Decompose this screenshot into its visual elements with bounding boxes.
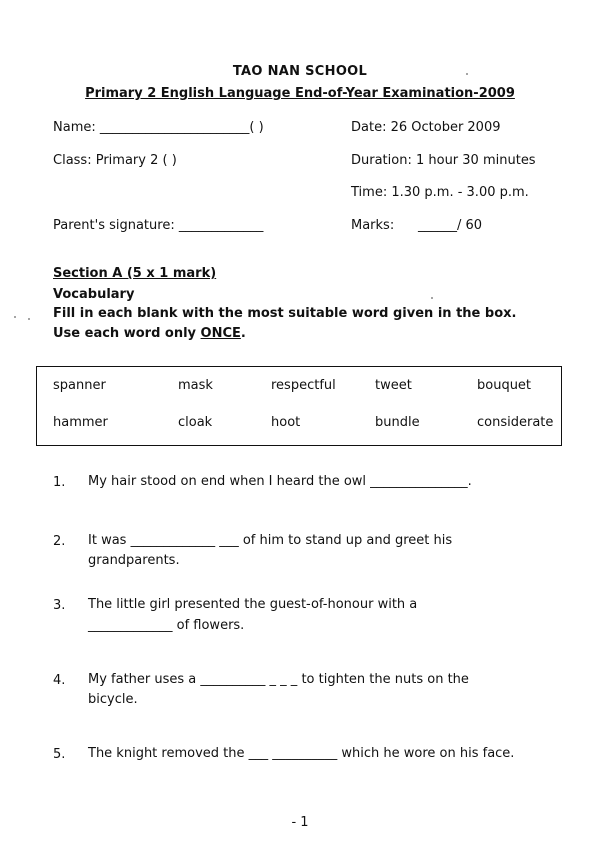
word-option: respectful — [271, 378, 336, 393]
page-number: - 1 — [291, 815, 309, 830]
question-text-continued: bicycle. — [88, 692, 138, 707]
school-name: TAO NAN SCHOOL — [232, 64, 368, 79]
scan-speck — [14, 316, 16, 318]
question-number: 3. — [53, 598, 66, 613]
word-option: spanner — [53, 378, 106, 393]
question-number: 4. — [53, 673, 66, 688]
section-subtitle: Vocabulary — [53, 287, 135, 302]
word-option: bundle — [375, 415, 420, 430]
scan-speck — [431, 297, 433, 299]
word-option: cloak — [178, 415, 213, 430]
instruction-line-2 — [53, 326, 246, 341]
question-text: My father uses a __________ _ _ _ to tighten the nuts on the — [88, 672, 469, 687]
word-option: hammer — [53, 415, 108, 430]
parent-signature-field: Parent's signature: _____________ — [53, 218, 264, 233]
exam-date: Date: 26 October 2009 — [351, 120, 501, 135]
marks-label: Marks: — [351, 218, 395, 233]
scan-speck — [466, 73, 468, 75]
question-number: 5. — [53, 747, 66, 762]
question-text: The little girl presented the guest-of-honour with a — [88, 597, 418, 612]
instruction-suffix: . — [240, 326, 246, 341]
word-box — [36, 366, 562, 446]
question-text: The knight removed the ___ __________ which he wore on his face. — [88, 746, 515, 761]
question-number: 2. — [53, 534, 66, 549]
scan-speck — [28, 318, 30, 320]
question-text-continued: _____________ of flowers. — [88, 618, 245, 633]
instruction-line-1: Fill in each blank with the most suitable word given in the box. — [53, 306, 517, 321]
exam-title: Primary 2 English Language End-of-Year Examination-2009 — [85, 86, 515, 101]
word-option: tweet — [375, 378, 412, 393]
section-title: Section A (5 x 1 mark) — [53, 266, 217, 281]
question-text: It was _____________ ___ of him to stand up and greet his — [88, 533, 453, 548]
exam-duration: Duration: 1 hour 30 minutes — [351, 153, 536, 168]
word-option: mask — [178, 378, 213, 393]
class-field: Class: Primary 2 ( ) — [53, 153, 177, 168]
instruction-prefix: Use each word only — [53, 326, 201, 341]
exam-time: Time: 1.30 p.m. - 3.00 p.m. — [351, 185, 529, 200]
name-field: Name: _______________________( ) — [53, 120, 264, 135]
word-option: bouquet — [477, 378, 532, 393]
word-option: hoot — [271, 415, 301, 430]
question-text-continued: grandparents. — [88, 553, 180, 568]
instruction-emphasis: ONCE — [200, 326, 241, 341]
question-text: My hair stood on end when I heard the owl _______________. — [88, 474, 472, 489]
marks-value: ______/ 60 — [418, 218, 483, 233]
word-option: considerate — [477, 415, 554, 430]
question-number: 1. — [53, 475, 66, 490]
